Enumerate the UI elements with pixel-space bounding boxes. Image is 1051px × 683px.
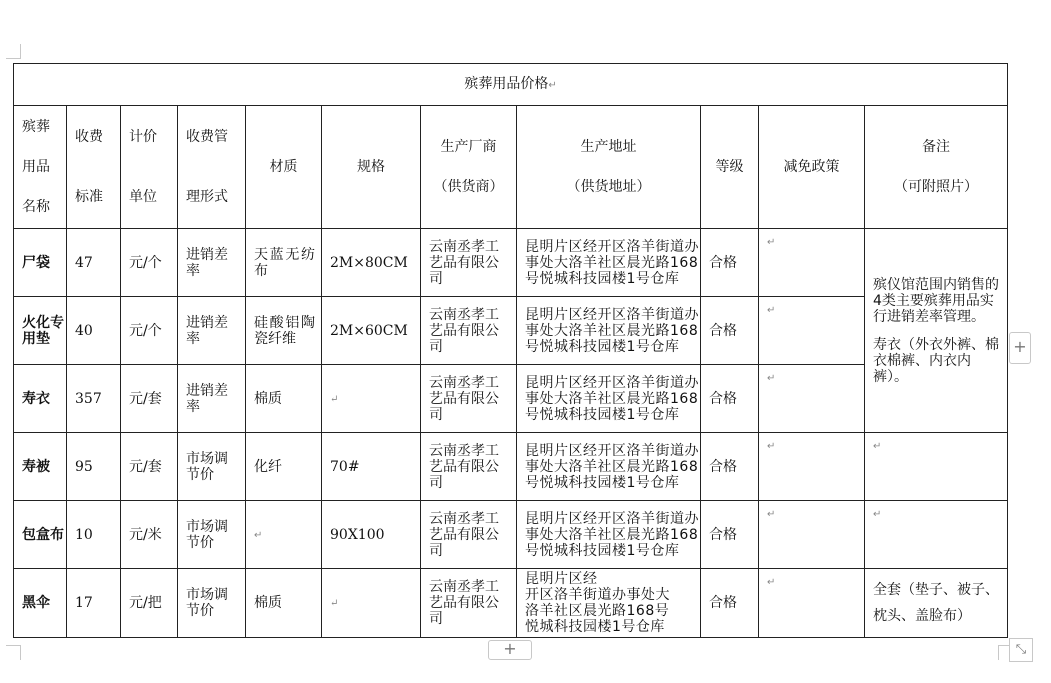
price-cell[interactable] — [67, 365, 121, 433]
material-cell[interactable] — [246, 229, 322, 297]
table-row — [14, 433, 1008, 501]
unit-value: 元/米 — [129, 526, 162, 543]
header-unit-line1: 计价 — [129, 129, 157, 145]
maker-value: 云南丞孝工艺品有限公司 — [429, 306, 499, 355]
material-cell[interactable] — [246, 501, 322, 569]
maker-cell[interactable] — [421, 501, 517, 569]
paragraph-mark: ↵ — [767, 441, 776, 452]
spec-cell[interactable] — [322, 501, 421, 569]
maker-value: 云南丞孝工艺品有限公司 — [429, 579, 499, 627]
remark-cell[interactable] — [865, 501, 1008, 569]
header-remark-line2: （可附照片） — [894, 179, 979, 195]
price-value: 47 — [75, 254, 93, 271]
unit-cell[interactable] — [121, 569, 178, 638]
grade-value: 合格 — [709, 322, 737, 339]
spec-value: 90X100 — [330, 526, 385, 543]
paragraph-mark: ↵ — [254, 529, 263, 541]
header-remark[interactable] — [865, 106, 1008, 229]
management-cell[interactable] — [178, 365, 246, 433]
paragraph-mark: ↵ — [330, 393, 339, 405]
table-row — [14, 501, 1008, 569]
spec-value: 70# — [330, 458, 360, 475]
header-address[interactable] — [517, 106, 701, 229]
management-cell[interactable] — [178, 501, 246, 569]
price-value: 10 — [75, 526, 93, 543]
management-cell[interactable] — [178, 433, 246, 501]
spec-cell[interactable] — [322, 433, 421, 501]
table-row — [14, 569, 1008, 638]
spec-value: 2M×80CM — [330, 254, 408, 271]
header-standard-line2: 标准 — [75, 189, 103, 205]
unit-value: 元/套 — [129, 390, 162, 407]
maker-value: 云南丞孝工艺品有限公司 — [429, 442, 499, 491]
header-address-line2: （供货地址） — [566, 179, 651, 195]
unit-cell[interactable] — [121, 365, 178, 433]
grade-cell[interactable] — [701, 433, 759, 501]
material-cell[interactable] — [246, 433, 322, 501]
management-value: 市场调节价 — [186, 587, 228, 619]
material-value: 棉质 — [254, 390, 282, 407]
header-maker-line1: 生产厂商 — [440, 139, 497, 155]
address-value: 昆明片区经开区洛羊街道办事处大洛羊社区晨光路168号悦城科技园楼1号仓库 — [525, 306, 699, 355]
spec-value: 2M×60CM — [330, 322, 408, 339]
material-cell[interactable] — [246, 297, 322, 365]
address-line: 开区洛羊街道办事处大 — [525, 587, 670, 603]
management-cell[interactable] — [178, 569, 246, 638]
paragraph-mark: ↵ — [767, 373, 776, 384]
address-line: 洛羊社区晨光路168号 — [525, 603, 670, 619]
maker-value: 云南丞孝工艺品有限公司 — [429, 510, 499, 559]
grade-cell[interactable] — [701, 569, 759, 638]
item-name-cell[interactable] — [14, 229, 67, 297]
spec-cell[interactable] — [322, 569, 421, 638]
maker-value: 云南丞孝工艺品有限公司 — [429, 374, 499, 423]
spec-cell[interactable] — [322, 297, 421, 365]
paragraph-mark: ↵ — [873, 509, 882, 520]
remark-cell[interactable] — [865, 569, 1008, 638]
remark-text-3: 全套（垫子、被子、枕头、盖脸布） — [873, 582, 999, 624]
header-row — [14, 106, 1008, 229]
crop-mark-bottom-left — [6, 645, 21, 660]
address-cell[interactable] — [517, 501, 701, 569]
management-value: 进销差率 — [186, 246, 228, 279]
policy-cell[interactable] — [759, 365, 865, 433]
header-grade[interactable] — [701, 106, 759, 229]
unit-cell[interactable] — [121, 229, 178, 297]
table-row — [14, 365, 1008, 433]
address-line: 悦城科技园楼1号仓库 — [525, 619, 665, 635]
header-maker[interactable] — [421, 106, 517, 229]
material-value: 化纤 — [254, 458, 282, 475]
header-material-label: 材质 — [269, 159, 298, 175]
policy-cell[interactable] — [759, 297, 865, 365]
material-value: 天蓝无纺布 — [254, 246, 315, 279]
price-cell[interactable] — [67, 501, 121, 569]
management-value: 市场调节价 — [186, 450, 228, 483]
item-name-cell[interactable] — [14, 569, 67, 638]
item-name-cell[interactable] — [14, 365, 67, 433]
price-value: 357 — [75, 390, 102, 407]
management-value: 进销差率 — [186, 314, 228, 347]
header-unit-line2: 单位 — [129, 189, 157, 205]
unit-cell[interactable] — [121, 501, 178, 569]
header-unit[interactable] — [121, 106, 178, 229]
material-cell[interactable] — [246, 569, 322, 638]
table-title: 殡葬用品价格 — [464, 75, 549, 92]
grade-value: 合格 — [709, 390, 737, 407]
maker-cell[interactable] — [421, 433, 517, 501]
grade-value: 合格 — [709, 526, 737, 543]
unit-value: 元/把 — [129, 595, 162, 611]
paragraph-mark: ↵ — [767, 509, 776, 520]
item-name: 包盒布 — [22, 526, 64, 543]
header-management[interactable] — [178, 106, 246, 229]
add-row-button[interactable]: + — [488, 640, 532, 660]
paragraph-mark: ↵ — [767, 237, 776, 248]
item-name: 黑伞 — [22, 595, 50, 611]
price-value: 17 — [75, 595, 93, 611]
header-name-line3: 名称 — [22, 199, 50, 215]
material-value: 硅酸铝陶瓷纤维 — [254, 314, 315, 347]
maker-cell[interactable] — [421, 569, 517, 638]
management-cell[interactable] — [178, 297, 246, 365]
remark-text-2: 寿衣（外衣外裤、棉衣棉裤、内衣内裤）。 — [873, 336, 999, 385]
address-cell[interactable] — [517, 297, 701, 365]
header-address-line1: 生产地址 — [580, 139, 637, 155]
maker-cell[interactable] — [421, 365, 517, 433]
header-maker-line2: （供货商） — [433, 179, 504, 195]
item-name: 火化专用垫 — [22, 314, 64, 347]
price-table — [13, 63, 1008, 638]
add-column-button[interactable]: + — [1009, 332, 1031, 364]
unit-value: 元/个 — [129, 254, 162, 271]
grade-cell[interactable] — [701, 365, 759, 433]
address-cell[interactable] — [517, 569, 701, 638]
paragraph-mark: ↵ — [767, 577, 776, 588]
item-name-cell[interactable] — [14, 297, 67, 365]
address-cell[interactable] — [517, 229, 701, 297]
management-value: 进销差率 — [186, 382, 228, 415]
policy-cell[interactable] — [759, 433, 865, 501]
header-grade-label: 等级 — [715, 159, 744, 175]
address-line: 昆明片区经 — [525, 571, 598, 587]
paragraph-mark: ↵ — [873, 441, 882, 452]
table-row — [14, 297, 1008, 365]
material-value: 棉质 — [254, 595, 282, 611]
header-material[interactable] — [246, 106, 322, 229]
unit-value: 元/套 — [129, 458, 162, 475]
unit-cell[interactable] — [121, 297, 178, 365]
grade-cell[interactable] — [701, 297, 759, 365]
address-value: 昆明片区经开区洛羊街道办事处大洛羊社区晨光路168号悦城科技园楼1号仓库 — [525, 374, 699, 423]
paragraph-mark: ↵ — [767, 305, 776, 316]
material-cell[interactable] — [246, 365, 322, 433]
maker-cell[interactable] — [421, 297, 517, 365]
item-name: 寿被 — [22, 458, 50, 475]
price-cell[interactable] — [67, 229, 121, 297]
header-name-line1: 殡葬 — [22, 119, 50, 135]
header-management-line1: 收费管 — [186, 129, 228, 145]
address-value: 昆明片区经开区洛羊街道办事处大洛羊社区晨光路168号悦城科技园楼1号仓库 — [525, 442, 699, 491]
address-value: 昆明片区经开区洛羊街道办事处大洛羊社区晨光路168号悦城科技园楼1号仓库 — [525, 510, 699, 559]
grade-cell[interactable] — [701, 501, 759, 569]
item-name: 寿衣 — [22, 390, 50, 407]
header-remark-line1: 备注 — [922, 139, 951, 155]
spec-cell[interactable] — [322, 229, 421, 297]
header-standard-line1: 收费 — [75, 129, 103, 145]
header-spec[interactable] — [322, 106, 421, 229]
price-cell[interactable] — [67, 569, 121, 638]
paragraph-mark: ↵ — [330, 598, 339, 609]
maker-cell[interactable] — [421, 229, 517, 297]
address-value: 昆明片区经开区洛羊街道办事处大洛羊社区晨光路168号悦城科技园楼1号仓库 — [525, 238, 699, 287]
remark-text-1: 殡仪馆范围内销售的4类主要殡葬用品实行进销差率管理。 — [873, 276, 999, 325]
table-resize-handle[interactable]: ⤡ — [1009, 638, 1033, 662]
management-cell[interactable] — [178, 229, 246, 297]
header-spec-label: 规格 — [357, 159, 385, 175]
grade-value: 合格 — [709, 254, 737, 271]
price-value: 95 — [75, 458, 93, 475]
management-value: 市场调节价 — [186, 518, 228, 551]
grade-cell[interactable] — [701, 229, 759, 297]
item-name-cell[interactable] — [14, 501, 67, 569]
header-policy[interactable] — [759, 106, 865, 229]
unit-cell[interactable] — [121, 433, 178, 501]
header-name[interactable] — [14, 106, 67, 229]
address-cell[interactable] — [517, 365, 701, 433]
maker-value: 云南丞孝工艺品有限公司 — [429, 238, 499, 287]
header-name-line2: 用品 — [22, 159, 50, 175]
grade-value: 合格 — [709, 595, 737, 611]
price-cell[interactable] — [67, 433, 121, 501]
spec-cell[interactable] — [322, 365, 421, 433]
header-standard[interactable] — [67, 106, 121, 229]
table-title-cell[interactable] — [14, 64, 1008, 106]
grade-value: 合格 — [709, 458, 737, 475]
crop-mark-top-left — [6, 44, 21, 59]
policy-cell[interactable] — [759, 229, 865, 297]
header-management-line2: 理形式 — [186, 189, 228, 205]
table-row — [14, 229, 1008, 297]
remark-group-cell[interactable] — [865, 229, 1008, 433]
price-value: 40 — [75, 322, 93, 339]
item-name-cell[interactable] — [14, 433, 67, 501]
header-policy-label: 减免政策 — [783, 159, 840, 175]
paragraph-mark: ↵ — [548, 79, 557, 91]
address-cell[interactable] — [517, 433, 701, 501]
price-cell[interactable] — [67, 297, 121, 365]
item-name: 尸袋 — [22, 254, 50, 271]
unit-value: 元/个 — [129, 322, 162, 339]
policy-cell[interactable] — [759, 569, 865, 638]
policy-cell[interactable] — [759, 501, 865, 569]
remark-cell[interactable] — [865, 433, 1008, 501]
